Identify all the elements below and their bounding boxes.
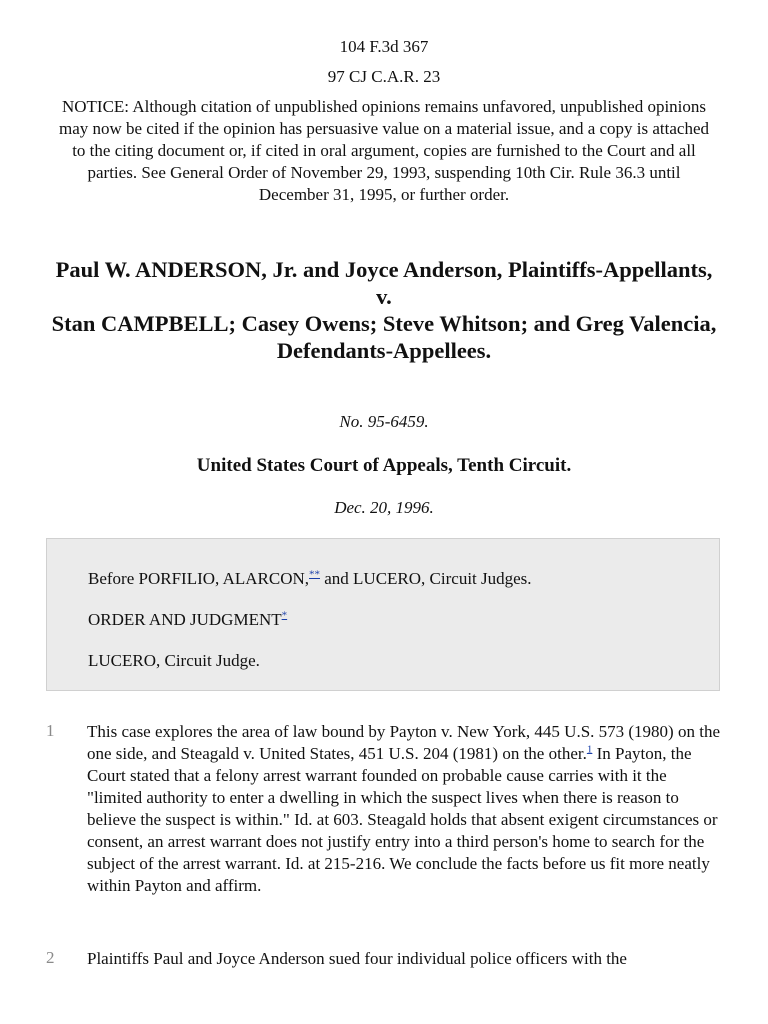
- paragraph-1-text-b: In Payton, the Court stated that a felony arrest warrant founded on probable cause carries with it the "limited authority to enter a dwelling in which the suspect lives when there is reason to believe the suspect is within." Id. at 603. Steagald holds that absent exigent circumstances or consent, an arrest warrant does not justify entry into a third person's home to search for the subject of the arrest warrant. Id. at 215-216. We conclude the facts before us fit more neatly within Payton and affirm.: [87, 744, 718, 895]
- caption-plaintiffs: Paul W. ANDERSON, Jr. and Joyce Anderson, Plaintiffs-Appellants,: [55, 257, 713, 282]
- court-name: United States Court of Appeals, Tenth Circuit.: [196, 455, 572, 476]
- judges-header-box: [46, 538, 720, 691]
- citation-cj: 97 CJ C.A.R. 23: [327, 67, 441, 86]
- footnote-link-star[interactable]: *: [281, 609, 288, 622]
- case-caption: [40, 256, 728, 364]
- paragraph-number: 1: [46, 721, 55, 740]
- opinion-author: LUCERO, Circuit Judge.: [88, 651, 260, 670]
- caption-versus: v.: [376, 284, 392, 309]
- order-and-judgment: [88, 609, 287, 631]
- footnote-link-double-star[interactable]: **: [309, 568, 320, 581]
- panel-judges: [88, 568, 532, 590]
- citation-reporter: 104 F.3d 367: [339, 37, 429, 56]
- decision-date: Dec. 20, 1996.: [334, 498, 434, 517]
- unpublished-notice: NOTICE: Although citation of unpublished opinions remains unfavored, unpublished opinions may now be cited if the opinion has persuasive value on a material issue, and a copy is attached to the citing document or, if cited in oral argument, copies are furnished to the Court and all parties. See General Order of November 29, 1993, suspending 10th Cir. Rule 36.3 until December 31, 1995, or further order.: [58, 97, 710, 204]
- docket-number: No. 95-6459.: [339, 412, 429, 431]
- paragraph-1: [87, 721, 725, 897]
- footnote-link-1[interactable]: 1: [586, 743, 593, 756]
- paragraph-number: 2: [46, 948, 55, 967]
- paragraph-1-text-a: This case explores the area of law bound by Payton v. New York, 445 U.S. 573 (1980) on the one side, and Steagald v. United States, 451 U.S. 204 (1981) on the other.: [87, 722, 720, 763]
- paragraph-2: Plaintiffs Paul and Joyce Anderson sued four individual police officers with the: [87, 949, 627, 968]
- panel-judges-suffix: and LUCERO, Circuit Judges.: [320, 569, 532, 588]
- caption-defendants: Stan CAMPBELL; Casey Owens; Steve Whitson; and Greg Valencia, Defendants-Appellees.: [51, 311, 717, 363]
- panel-judges-prefix: Before PORFILIO, ALARCON,: [88, 569, 309, 588]
- order-label: ORDER AND JUDGMENT: [88, 610, 282, 629]
